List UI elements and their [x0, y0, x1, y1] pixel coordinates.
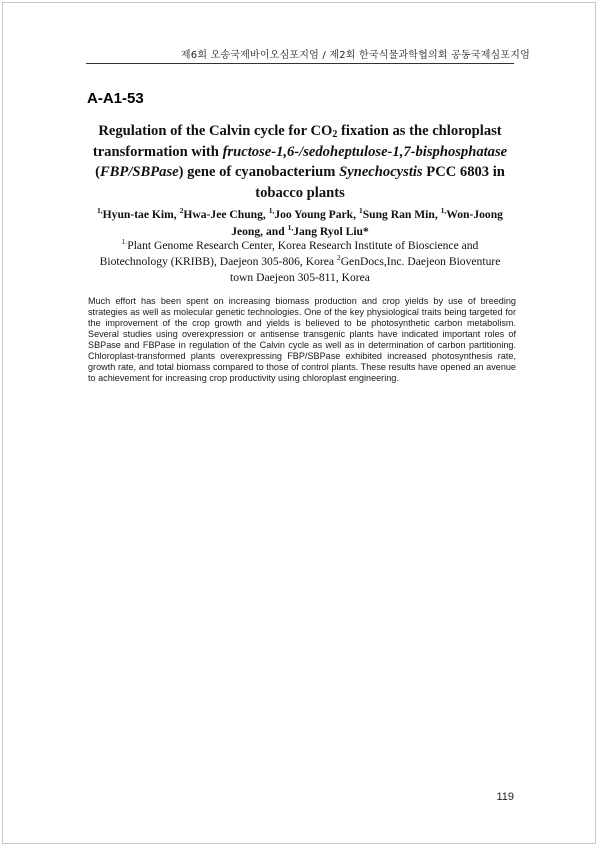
- author-name: Jang Ryol Liu*: [293, 225, 369, 238]
- title-part: fixation as the chloroplast transformation with: [92, 123, 502, 160]
- title-part: ) gene of cyanobacterium: [178, 164, 340, 180]
- author-affil-mark: 1,: [268, 206, 275, 215]
- author-name: Joo Young Park,: [274, 208, 359, 221]
- author-name: Hyun-tae Kim,: [102, 208, 180, 221]
- title-part: Regulation of the Calvin cycle for CO: [98, 123, 333, 139]
- affiliation-mark: 2: [336, 253, 341, 262]
- author: [288, 225, 369, 238]
- author: [180, 208, 269, 221]
- paper-title: [90, 121, 510, 203]
- title-organism: Synechocystis: [339, 164, 423, 180]
- running-head: 제6회 오송국제바이오심포지엄 / 제2회 한국식물과학협의회 공동국제심포지엄: [180, 50, 530, 61]
- author: [359, 208, 441, 221]
- affiliations: [90, 238, 510, 286]
- author-affil-mark: 1,: [287, 223, 294, 232]
- author-affil-mark: 1: [358, 206, 363, 215]
- author: [269, 208, 359, 221]
- header-rule: [86, 63, 514, 64]
- author-name: Won-Joong Jeong, and: [231, 208, 503, 238]
- affiliation-text: Plant Genome Research Center, Korea Research Institute of Bioscience and Biotechnology (KRIBB), Daejeon 305-806, Korea: [99, 239, 479, 268]
- title-part: (: [95, 164, 100, 180]
- author-list: [90, 206, 510, 240]
- author-affil-mark: 2: [179, 206, 184, 215]
- author-affil-mark: 1,: [440, 206, 447, 215]
- title-subscript: 2: [332, 129, 338, 140]
- page-number: 119: [496, 791, 514, 803]
- author-affil-mark: 1,: [97, 206, 103, 215]
- affiliation-mark: 1.: [121, 237, 128, 246]
- abstract-body: Much effort has been spent on increasing biomass production and crop yields by use of breeding strategies as well as molecular genetic technologies. One of the key physiological traits being targeted for the improvement of the crop growth and yields is believed to be photosynthetic carbon metabolism. Several studies using overexpression or antisense transgenic plants have indicated important roles of SBPase and FBPase in regulation of the Calvin cycle as well as in determination of carbon partitioning. Chloroplast-transformed plants overexpressing FBP/SBPase exhibited increased photosynthesis rate, growth rate, and total biomass compared to those of control plants. These results have opened an avenue to achievement for increasing crop productivity using chloroplast engineering.: [88, 296, 516, 384]
- abstract-code: A-A1-53: [87, 90, 144, 107]
- author-name: Hwa-Jee Chung,: [183, 208, 269, 221]
- author-name: Sung Ran Min,: [362, 208, 441, 221]
- title-gene-name: fructose-1,6-/sedoheptulose-1,7-bisphosphatase: [222, 143, 508, 160]
- author: [97, 208, 180, 221]
- title-gene-abbrev: FBP/SBPase: [99, 164, 179, 180]
- title-part: PCC 6803 in tobacco plants: [255, 164, 505, 201]
- affiliation-text: GenDocs,Inc. Daejeon Bioventure town Daejeon 305-811, Korea: [230, 255, 501, 284]
